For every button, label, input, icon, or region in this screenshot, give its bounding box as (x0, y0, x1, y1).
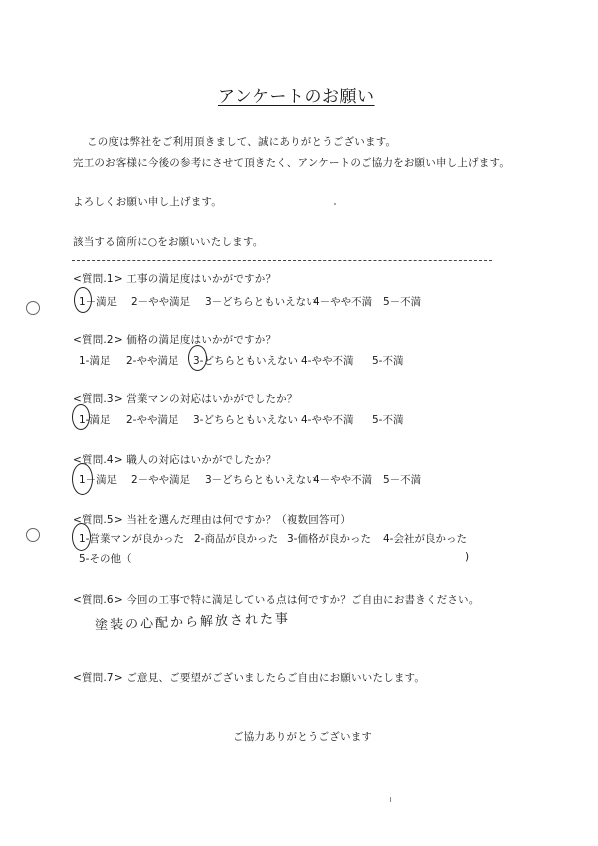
q3-option-5[interactable]: 5-不満 (372, 414, 404, 426)
closing-thanks: ご協力ありがとうございます (233, 731, 373, 743)
speck (334, 203, 336, 205)
question-1-label: <質問.1> 工事の満足度はいかがですか？ (73, 273, 277, 285)
section-divider (72, 260, 492, 261)
q4-option-2[interactable]: 2－やや満足 (131, 474, 191, 486)
punch-hole-top (26, 301, 40, 315)
q1-option-2[interactable]: 2－やや満足 (131, 296, 191, 308)
q5-option-2[interactable]: 2-商品が良かった (194, 533, 278, 545)
intro-line-3: よろしくお願い申し上げます。 (73, 196, 222, 208)
page-title: アンケートのお願い (218, 87, 375, 107)
q1-selection-circle (74, 287, 92, 313)
q4-selection-circle (72, 463, 93, 495)
q2-option-4[interactable]: 4-やや不満 (301, 355, 354, 367)
q3-option-3[interactable]: 3-どちらともいえない (193, 414, 298, 426)
intro-line-1: この度は弊社をご利用頂きまして、誠にありがとうございます。 (87, 136, 397, 148)
q4-option-1[interactable]: 1－満足 (79, 474, 118, 486)
question-4-label: <質問.4> 職人の対応はいかがでしたか？ (73, 454, 277, 466)
q3-option-2[interactable]: 2-やや満足 (126, 414, 179, 426)
q1-option-1[interactable]: 1－満足 (79, 296, 118, 308)
q2-option-3[interactable]: 3-どちらともいえない (193, 355, 298, 367)
intro-line-2: 完工のお客様に今後の参考にさせて頂きたく、アンケートのご協力をお願い申し上げます。 (73, 157, 511, 169)
q5-option-1[interactable]: 1-営業マンが良かった (79, 533, 184, 545)
q3-option-1[interactable]: 1-満足 (79, 414, 111, 426)
q1-option-5[interactable]: 5－不満 (383, 296, 422, 308)
speck (390, 797, 391, 802)
q2-option-2[interactable]: 2-やや満足 (126, 355, 179, 367)
q2-option-5[interactable]: 5-不満 (372, 355, 404, 367)
q6-handwritten-answer: 塗装の心配から解放された事 (94, 611, 291, 634)
q5-option-4[interactable]: 4-会社が良かった (383, 533, 467, 545)
q4-option-5[interactable]: 5－不満 (383, 474, 422, 486)
instruction-line: 該当する箇所に○をお願いいたします。 (73, 236, 264, 248)
q3-selection-circle (72, 404, 90, 430)
q1-option-4[interactable]: 4－やや不満 (313, 296, 373, 308)
q5-other-close-paren: ) (465, 551, 470, 563)
q4-option-4[interactable]: 4－やや不満 (313, 474, 373, 486)
punch-hole-bottom (26, 528, 40, 542)
q1-option-3[interactable]: 3－どちらともいえない (205, 296, 317, 308)
q5-option-5[interactable]: 5-その他（ (79, 553, 132, 565)
question-6-label: <質問.6> 今回の工事で特に満足している点は何ですか？ご自由にお書きください。 (73, 594, 480, 606)
q2-selection-circle (188, 345, 207, 371)
q5-option-3[interactable]: 3-価格が良かった (287, 533, 371, 545)
question-2-label: <質問.2> 価格の満足度はいかがですか？ (73, 334, 277, 346)
q2-option-1[interactable]: 1-満足 (79, 355, 111, 367)
question-3-label: <質問.3> 営業マンの対応はいかがでしたか？ (73, 393, 298, 405)
q3-option-4[interactable]: 4-やや不満 (301, 414, 354, 426)
question-7-label: <質問.7> ご意見、ご要望がございましたらご自由にお願いいたします。 (73, 672, 426, 684)
question-5-label: <質問.5> 当社を選んだ理由は何ですか？（複数回答可） (73, 514, 352, 526)
q4-option-3[interactable]: 3－どちらともいえない (205, 474, 317, 486)
q5-selection-circle (72, 523, 91, 551)
